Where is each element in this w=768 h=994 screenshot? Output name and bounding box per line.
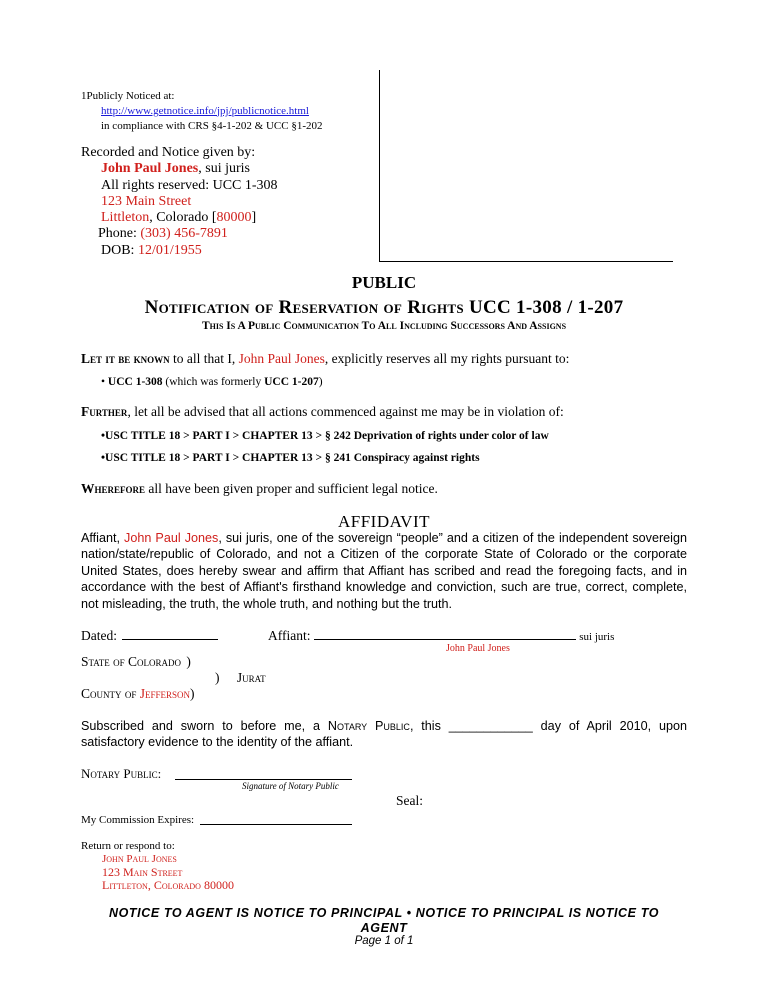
- affiant-row: [268, 627, 614, 644]
- further-lead: Further: [81, 404, 128, 419]
- sub-title: This Is A Public Communication To All Including Successors And Assigns: [201, 320, 567, 332]
- phone-label: Phone:: [98, 226, 141, 242]
- ucc-bullet-dot: •: [101, 376, 106, 388]
- recorder-name-suffix: , sui juris: [198, 161, 250, 177]
- jurat-paren: ): [215, 670, 220, 685]
- known-name: John Paul Jones: [238, 351, 325, 366]
- notice-url-mid[interactable]: jpj: [217, 105, 229, 117]
- county-line: [81, 686, 195, 702]
- affidavit-name: John Paul Jones: [124, 531, 219, 545]
- recorder-name-line: [81, 161, 278, 177]
- dated-label: Dated:: [81, 628, 117, 643]
- ucc-end: ): [318, 376, 323, 388]
- return-label: Return or respond to:: [81, 840, 175, 852]
- affidavit-paragraph: [81, 530, 687, 612]
- affidavit-p2: , sui juris, one of the sovereign “people” and a citizen of the independent sovereign nation/state/republic of Colorado, and not a Citizen of the corporate State of Colorado or the corporate United States, does hereby swear and affirm that Affiant has scribed and read the foregoing facts, and in accordance with the best of Affiant's firsthand knowledge and conviction, such are true, correct, complete, not misleading, the truth, the whole truth, and nothing but the truth.: [81, 531, 687, 611]
- known-lead: Let it be known: [81, 351, 170, 366]
- state-paren: ): [186, 654, 191, 669]
- sworn-text2: , this ____________ day of April 2010, upon satisfactory evidence to the identity of the affiant.: [81, 719, 687, 750]
- jurat-line: [215, 670, 266, 686]
- county-pre: County of: [81, 686, 140, 701]
- wherefore-lead: Wherefore: [81, 481, 146, 496]
- main-title: Notification of Reservation of Rights UCC 1-308 / 1-207: [144, 297, 624, 318]
- dob-value: 12/01/1955: [137, 242, 202, 258]
- usc-241-path: •USC TITLE 18 > PART I > CHAPTER 13 >: [101, 452, 325, 464]
- known-text2: , explicitly reserves all my rights pursuant to:: [324, 351, 570, 366]
- sworn-paragraph: [81, 718, 687, 751]
- usc-242-path: •USC TITLE 18 > PART I > CHAPTER 13 >: [101, 430, 325, 442]
- usc-241-item: [101, 452, 480, 464]
- further-text: , let all be advised that all actions commenced against me may be in violation of:: [127, 404, 564, 419]
- affiant-sui-juris: sui juris: [579, 631, 615, 643]
- public-title: PUBLIC: [351, 273, 417, 292]
- ucc-1207: UCC 1-207: [264, 376, 319, 388]
- dated-field[interactable]: [122, 627, 218, 640]
- footer-page-number: Page 1 of 1: [354, 935, 414, 947]
- further-paragraph: [81, 404, 564, 420]
- recorder-zip-close: ]: [251, 210, 257, 226]
- recorder-rights: All rights reserved: UCC 1-308: [101, 177, 278, 193]
- compliance-line: in compliance with CRS §4-1-202 & UCC §1-202: [101, 120, 323, 132]
- recorder-city: Littleton: [101, 210, 150, 226]
- return-name: John Paul Jones: [102, 853, 177, 865]
- return-block: [81, 840, 234, 892]
- phone-value: (303) 456-7891: [140, 226, 228, 242]
- recording-box-bottom-border: [379, 261, 673, 262]
- county-name: Jefferson: [139, 686, 191, 701]
- affidavit-title: AFFIDAVIT: [337, 512, 431, 531]
- recorder-phone-line: [81, 226, 278, 242]
- jurat-label: Jurat: [236, 670, 266, 685]
- notice-url[interactable]: [81, 104, 323, 119]
- affidavit-p1: Affiant,: [81, 531, 125, 545]
- public-notice-line: 1Publicly Noticed at:: [81, 90, 175, 102]
- affiant-signature-field[interactable]: [314, 627, 576, 640]
- footer-notice: NOTICE TO AGENT IS NOTICE TO PRINCIPAL • NOTICE TO PRINCIPAL IS NOTICE TO AGENT: [108, 906, 660, 935]
- ucc-mid: (which was formerly: [162, 376, 265, 388]
- notary-label: Notary Public:: [81, 766, 162, 781]
- ucc-1308: UCC 1-308: [107, 376, 163, 388]
- seal-label: Seal:: [396, 793, 423, 808]
- commission-row: [81, 814, 194, 826]
- dated-row: [81, 627, 218, 644]
- affiant-printed-name: John Paul Jones: [446, 643, 510, 654]
- recorder-name: John Paul Jones: [101, 161, 199, 177]
- sworn-text1: Subscribed and sworn to before me, a: [81, 719, 328, 733]
- recorder-dob-line: [81, 243, 278, 259]
- state-label: State of Colorado: [81, 654, 182, 669]
- wherefore-text: all have been given proper and sufficient legal notice.: [145, 481, 438, 496]
- known-paragraph: [81, 351, 569, 367]
- usc-242-title: § 242 Deprivation of rights under color of law: [324, 430, 549, 442]
- county-close: ): [190, 686, 195, 701]
- public-notice-block: [81, 89, 323, 134]
- recorder-zip: 80000: [216, 210, 252, 226]
- return-city: Littleton, Colorado 80000: [102, 878, 234, 892]
- wherefore-paragraph: [81, 481, 438, 497]
- notary-row: [81, 766, 161, 782]
- recording-box-left-border: [379, 70, 380, 262]
- commission-line[interactable]: [200, 824, 352, 825]
- recorder-state: , Colorado [: [149, 210, 217, 226]
- notary-signature-caption: Signature of Notary Public: [242, 781, 339, 791]
- recorder-block: [81, 145, 278, 259]
- recorder-heading: Recorded and Notice given by:: [81, 145, 256, 160]
- dob-label: DOB:: [101, 242, 138, 258]
- known-text1: to all that I,: [169, 351, 239, 366]
- commission-label: My Commission Expires:: [81, 814, 195, 826]
- notice-url-pre[interactable]: http://www.getnotice.info/: [101, 105, 217, 117]
- recorder-street: 123 Main Street: [101, 193, 192, 209]
- recorder-city-line: [81, 210, 278, 226]
- usc-241-title: § 241 Conspiracy against rights: [324, 452, 480, 464]
- notary-signature-line[interactable]: [175, 779, 352, 780]
- ucc-bullet: [101, 376, 323, 388]
- state-line: [81, 654, 191, 670]
- return-street: 123 Main Street: [102, 865, 183, 879]
- affiant-label: Affiant:: [268, 628, 311, 643]
- sworn-notary: Notary Public: [327, 719, 410, 733]
- usc-242-item: [101, 430, 549, 442]
- notice-url-post[interactable]: /publicnotice.html: [228, 105, 309, 117]
